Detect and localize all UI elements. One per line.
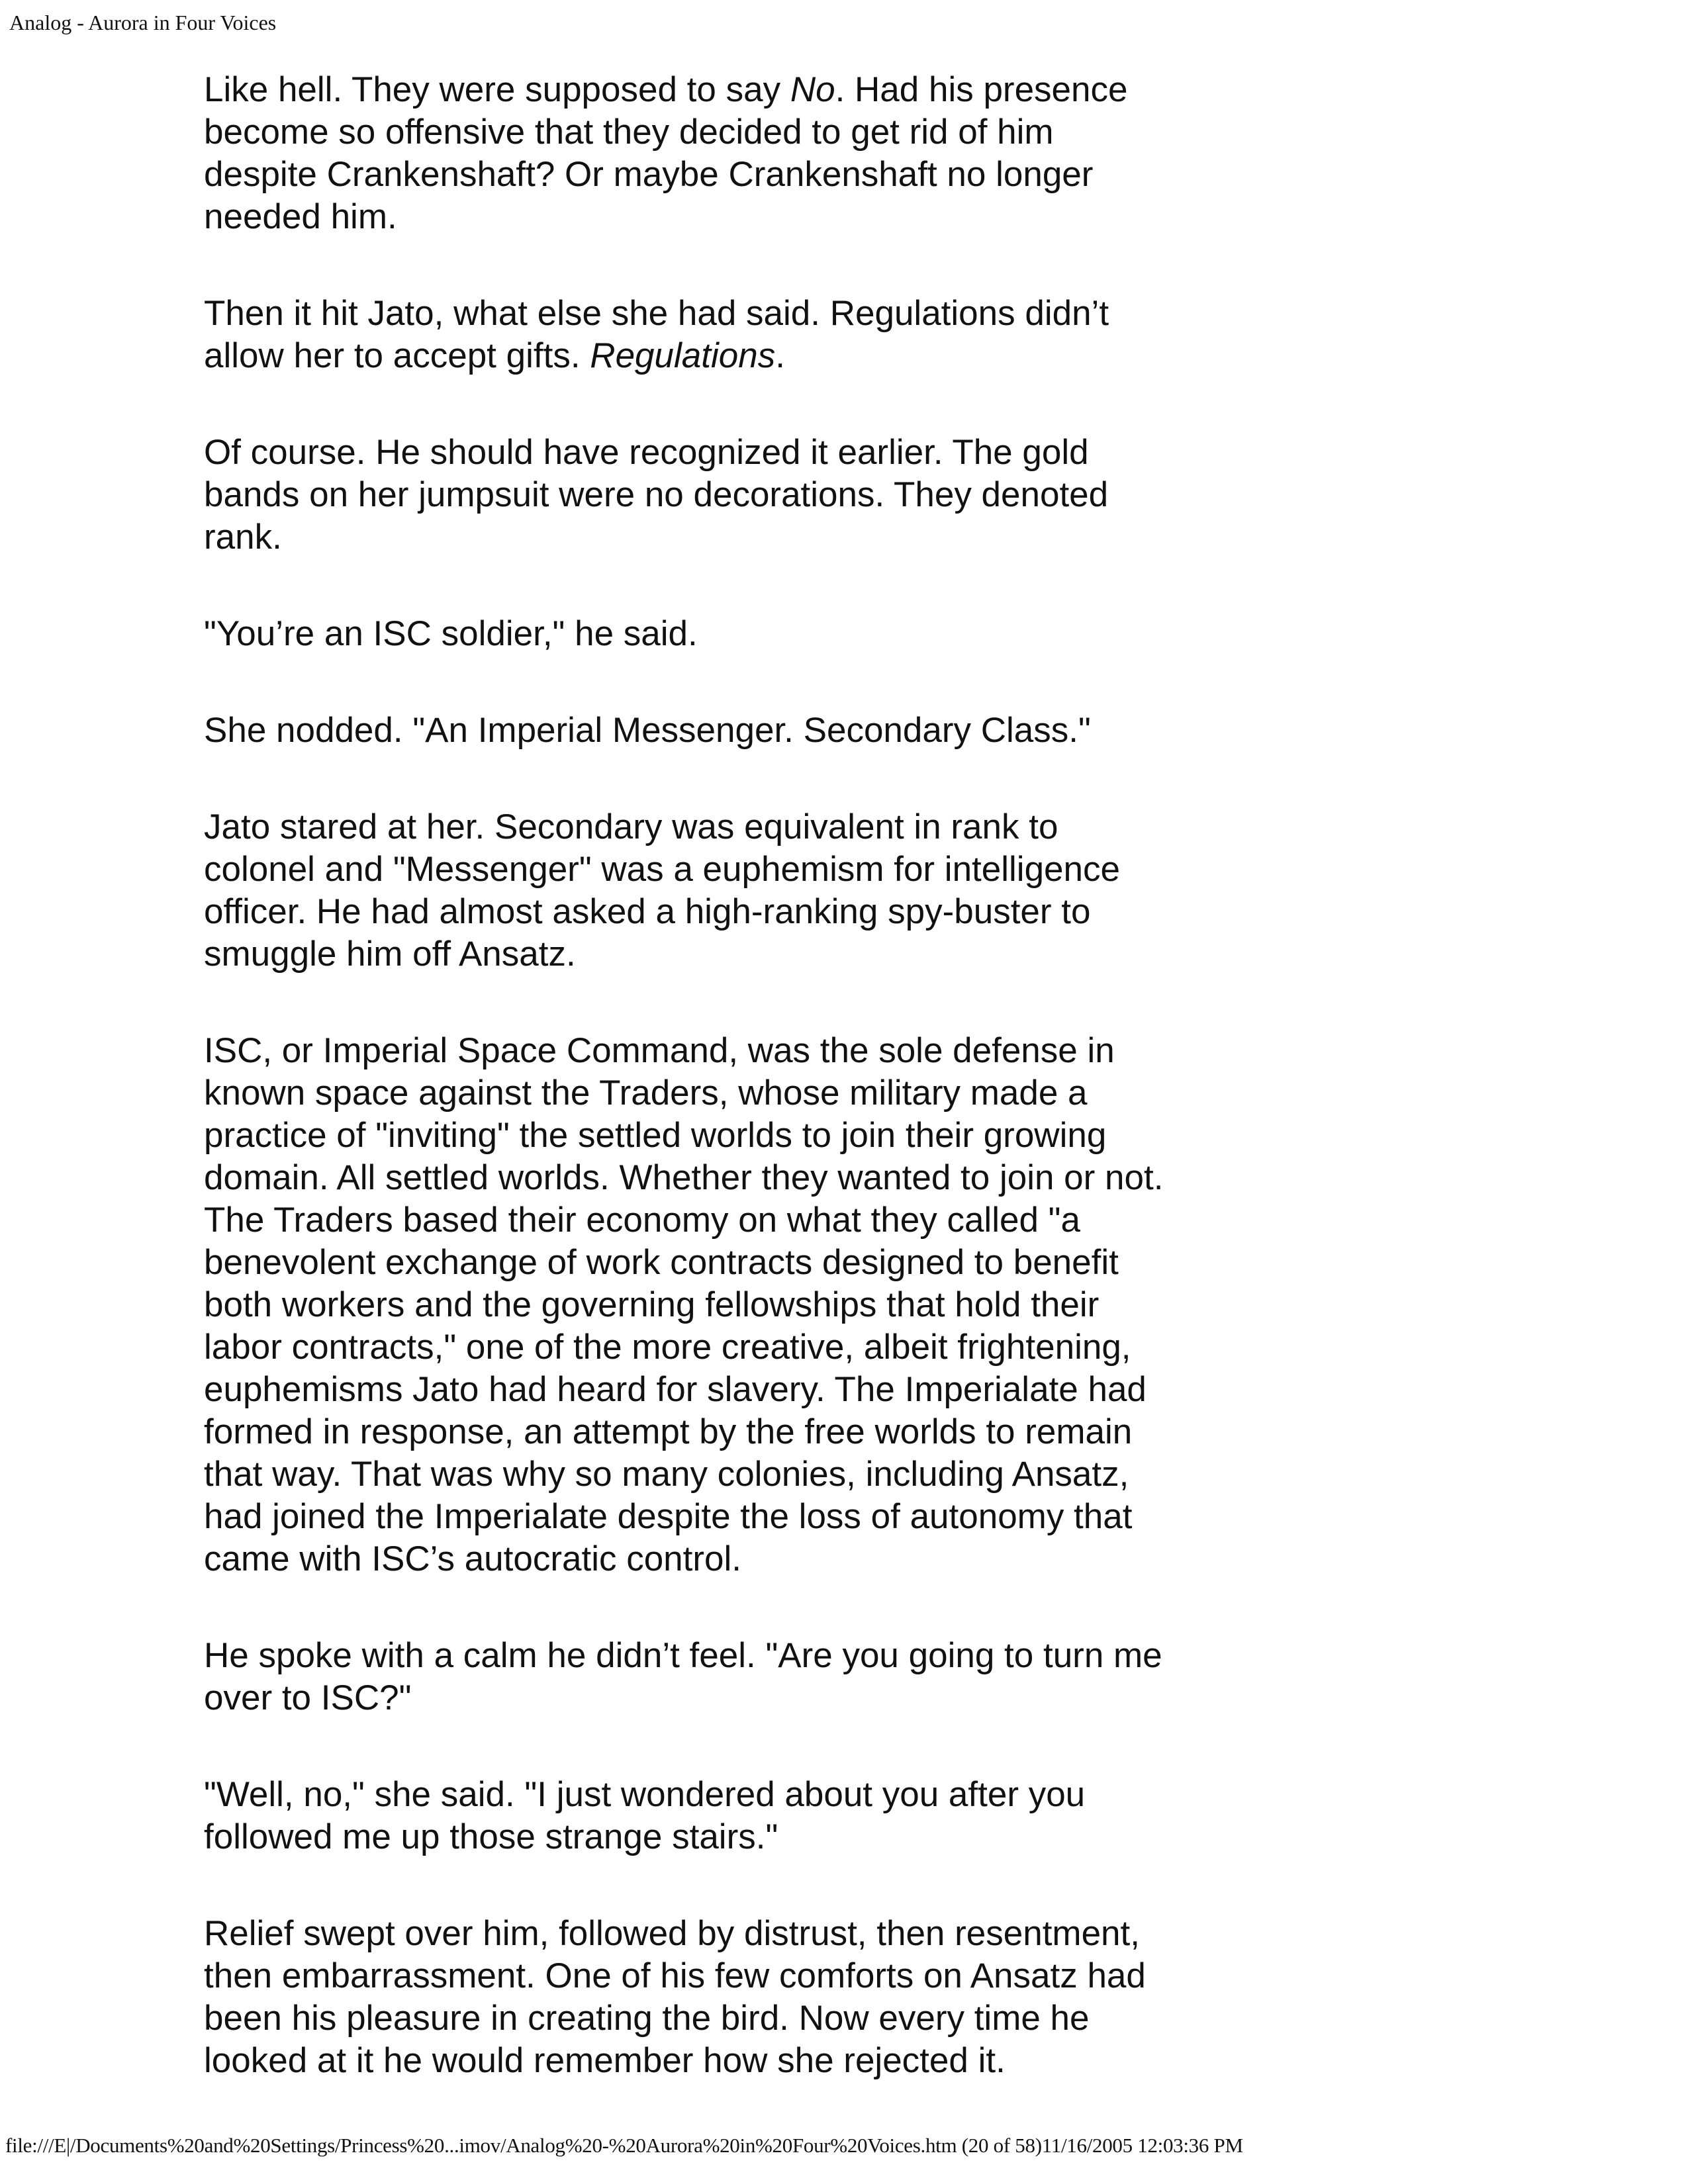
text-line <box>204 1030 1197 1072</box>
paragraph <box>204 806 1197 976</box>
text-line <box>204 1157 1197 1199</box>
paragraph <box>204 293 1197 377</box>
text-line <box>204 1115 1197 1157</box>
text-line <box>204 1242 1197 1284</box>
text-run: . <box>775 336 785 375</box>
text-run: . Had his presence <box>835 70 1128 109</box>
text-run: known space against the Traders, whose military made a <box>204 1073 1088 1113</box>
text-run: rank. <box>204 518 282 557</box>
text-run: "Well, no," she said. "I just wondered about you after you <box>204 1775 1086 1814</box>
text-line <box>204 933 1197 976</box>
page-header-title: Analog - Aurora in Four Voices <box>9 11 277 34</box>
text-line <box>204 1496 1197 1538</box>
text-run: euphemisms Jato had heard for slavery. The Imperialate had <box>204 1370 1147 1409</box>
text-line <box>204 1816 1197 1858</box>
text-line <box>204 516 1197 559</box>
text-run: smuggle him off Ansatz. <box>204 934 576 974</box>
text-line <box>204 891 1197 933</box>
text-run: been his pleasure in creating the bird. Now every time he <box>204 1999 1090 2038</box>
italic-text-run: No <box>790 70 835 109</box>
text-line <box>204 1072 1197 1115</box>
paragraph <box>204 1030 1197 1580</box>
text-run: Jato stared at her. Secondary was equivalent in rank to <box>204 807 1058 846</box>
text-run: Like hell. They were supposed to say <box>204 70 790 109</box>
text-line <box>204 848 1197 891</box>
text-line <box>204 1997 1197 2040</box>
text-run: Of course. He should have recognized it earlier. The gold <box>204 433 1089 472</box>
paragraph <box>204 709 1197 752</box>
text-line <box>204 1955 1197 1997</box>
text-line <box>204 293 1197 335</box>
text-line <box>204 474 1197 516</box>
text-run: Then it hit Jato, what else she had said. Regulations didn’t <box>204 294 1109 333</box>
text-line <box>204 196 1197 238</box>
text-line <box>204 1635 1197 1677</box>
text-run: colonel and "Messenger" was a euphemism for intelligence <box>204 850 1120 889</box>
text-run: He spoke with a calm he didn’t feel. "Are you going to turn me <box>204 1636 1162 1675</box>
text-run: then embarrassment. One of his few comforts on Ansatz had <box>204 1956 1146 1995</box>
paragraph <box>204 1635 1197 1719</box>
text-line <box>204 709 1197 752</box>
text-run: needed him. <box>204 197 397 236</box>
text-run: domain. All settled worlds. Whether they wanted to join or not. <box>204 1158 1164 1197</box>
italic-text-run: Regulations <box>590 336 776 375</box>
paragraph <box>204 432 1197 559</box>
text-run: practice of "inviting" the settled worlds to join their growing <box>204 1116 1107 1155</box>
text-line <box>204 432 1197 474</box>
text-run: had joined the Imperialate despite the loss of autonomy that <box>204 1497 1133 1536</box>
text-run: bands on her jumpsuit were no decorations. They denoted <box>204 475 1109 514</box>
paragraph <box>204 1913 1197 2082</box>
text-run: "You’re an ISC soldier," he said. <box>204 614 698 653</box>
paragraph <box>204 1774 1197 1858</box>
text-run: become so offensive that they decided to get rid of him <box>204 113 1054 152</box>
page-footer-url: file:///E|/Documents%20and%20Settings/Princess%20...imov/Analog%20-%20Aurora%20in%20Four%20Voices.htm (20 of 58)11/16/2005 12:03:36 PM <box>5 2134 1243 2157</box>
text-line <box>204 806 1197 848</box>
text-run: despite Crankenshaft? Or maybe Crankenshaft no longer <box>204 155 1094 194</box>
text-run: ISC, or Imperial Space Command, was the sole defense in <box>204 1031 1115 1070</box>
text-line <box>204 1199 1197 1242</box>
text-line <box>204 2040 1197 2082</box>
text-line <box>204 69 1197 111</box>
text-line <box>204 111 1197 154</box>
text-run: officer. He had almost asked a high-ranking spy-buster to <box>204 892 1091 931</box>
text-run: labor contracts," one of the more creative, albeit frightening, <box>204 1328 1131 1367</box>
text-line <box>204 1284 1197 1326</box>
text-line <box>204 154 1197 196</box>
text-run: formed in response, an attempt by the free worlds to remain <box>204 1412 1133 1451</box>
text-line <box>204 1913 1197 1955</box>
text-run: came with ISC’s autocratic control. <box>204 1539 742 1578</box>
text-line <box>204 1677 1197 1719</box>
paragraph <box>204 613 1197 655</box>
story-text <box>204 69 1197 2082</box>
text-run: She nodded. "An Imperial Messenger. Secondary Class." <box>204 711 1091 750</box>
text-run: The Traders based their economy on what they called "a <box>204 1201 1080 1240</box>
text-line <box>204 1538 1197 1580</box>
text-run: followed me up those strange stairs." <box>204 1817 778 1856</box>
text-run: over to ISC?" <box>204 1678 412 1717</box>
text-line <box>204 1326 1197 1369</box>
paragraph <box>204 69 1197 238</box>
text-run: looked at it he would remember how she rejected it. <box>204 2041 1006 2080</box>
text-run: allow her to accept gifts. <box>204 336 590 375</box>
text-run: both workers and the governing fellowships that hold their <box>204 1285 1100 1324</box>
text-run: benevolent exchange of work contracts designed to benefit <box>204 1243 1119 1282</box>
text-line <box>204 613 1197 655</box>
text-line <box>204 1411 1197 1453</box>
text-run: that way. That was why so many colonies, including Ansatz, <box>204 1455 1129 1494</box>
text-line <box>204 1453 1197 1496</box>
text-line <box>204 335 1197 377</box>
text-line <box>204 1369 1197 1411</box>
text-run: Relief swept over him, followed by distrust, then resentment, <box>204 1914 1140 1953</box>
text-line <box>204 1774 1197 1816</box>
